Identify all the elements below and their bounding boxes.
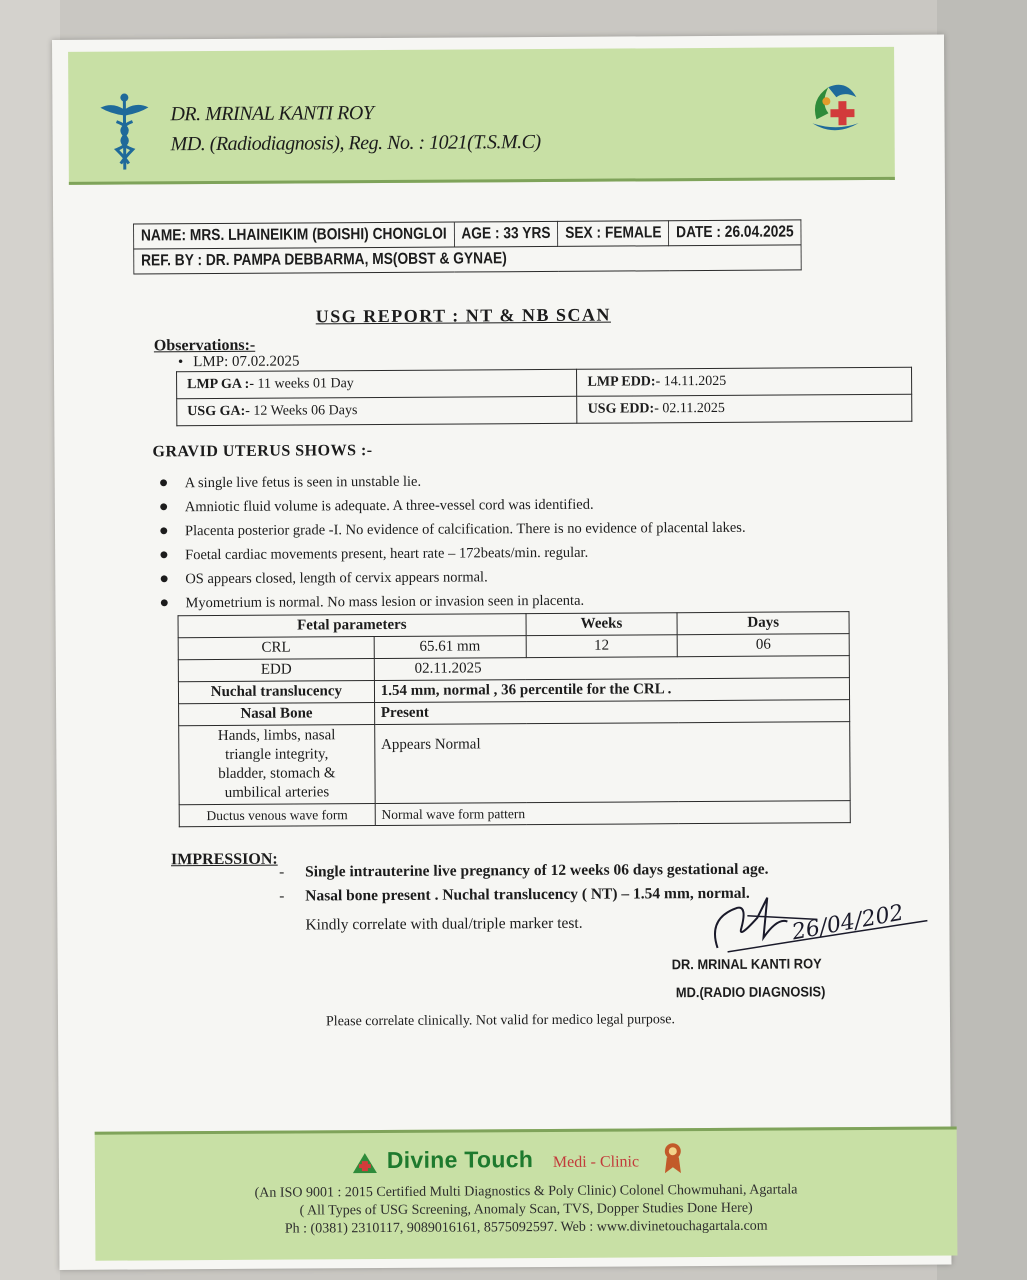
gravid-uterus-heading: GRAVID UTERUS SHOWS :- xyxy=(152,442,373,461)
list-item: ● Foetal cardiac movements present, heart rate – 172beats/min. regular. xyxy=(159,540,746,568)
nasal-bone-label: Nasal Bone xyxy=(179,703,375,726)
letterhead-footer xyxy=(95,1126,958,1260)
crl-weeks: 12 xyxy=(526,635,678,658)
findings-list xyxy=(159,468,746,616)
report-page xyxy=(52,35,951,1270)
edd-label: EDD xyxy=(178,659,374,682)
disclaimer: Please correlate clinically. Not valid for medico legal purpose. xyxy=(325,1012,676,1030)
usg-edd-value: 02.11.2025 xyxy=(662,400,725,417)
lmp-ga-value: 11 weeks 01 Day xyxy=(257,376,354,392)
lmp-value: LMP: 07.02.2025 xyxy=(193,353,300,371)
letterhead-header xyxy=(68,47,895,185)
referred-by: REF. BY : DR. PAMPA DEBBARMA, MS(OBST & GYNAE) xyxy=(134,245,801,274)
clinic-name: Divine Touch xyxy=(386,1146,534,1173)
nt-label: Nuchal translucency xyxy=(178,681,374,704)
background-right xyxy=(937,0,1027,1280)
lmp-line xyxy=(178,353,300,371)
bullet-icon: • xyxy=(177,354,184,371)
lmp-edd-label: LMP EDD:- xyxy=(587,374,661,390)
usg-ga-value: 12 Weeks 06 Days xyxy=(253,403,358,419)
bullet-icon: ● xyxy=(159,570,170,588)
footer-contact: Ph : (0381) 2310117, 9089016161, 8575092597. Web : www.divinetouchagartala.com xyxy=(284,1218,768,1237)
patient-details-table xyxy=(133,219,802,274)
bullet-icon: ● xyxy=(159,546,169,564)
report-date: DATE : 26.04.2025 xyxy=(669,220,801,246)
bullet-icon: ● xyxy=(158,498,169,516)
list-item: - Single intrauterine live pregnancy of 12 weeks 06 days gestational age. xyxy=(279,860,769,881)
crl-label: CRL xyxy=(178,637,374,660)
crl-days: 06 xyxy=(677,634,849,657)
lmp-edd-cell xyxy=(577,367,912,396)
lmp-ga-cell xyxy=(177,369,578,398)
header-weeks: Weeks xyxy=(526,613,678,636)
bullet-icon: ● xyxy=(158,522,169,540)
background-left xyxy=(0,0,60,1280)
ductus-value: Normal wave form pattern xyxy=(375,801,850,826)
gestational-age-table xyxy=(176,367,912,426)
impression-label: IMPRESSION: xyxy=(170,850,278,869)
edd-value: 02.11.2025 xyxy=(374,656,849,681)
patient-age: AGE : 33 YRS xyxy=(454,221,558,247)
list-item: ● Amniotic fluid volume is adequate. A three-vessel cord was identified. xyxy=(159,492,746,520)
patient-name: NAME: MRS. LHAINEIKIM (BOISHI) CHONGLOI xyxy=(134,222,455,249)
crl-value: 65.61 mm xyxy=(374,636,526,659)
divine-touch-logo-icon xyxy=(351,1151,379,1175)
bullet-icon: ● xyxy=(158,474,169,492)
header-days: Days xyxy=(677,612,849,635)
bullet-icon: ● xyxy=(159,594,170,612)
caduceus-icon xyxy=(98,91,150,171)
footer-address: (An ISO 9001 : 2015 Certified Multi Diagnostics & Poly Clinic) Colonel Chowmuhani, Agartala xyxy=(254,1182,798,1201)
footer-services: ( All Types of USG Screening, Anomaly Scan, TVS, Dopper Studies Done Here) xyxy=(299,1200,753,1219)
nasal-bone-value: Present xyxy=(374,700,849,725)
lmp-ga-label: LMP GA :- xyxy=(187,376,255,393)
usg-edd-cell xyxy=(577,394,912,423)
hands-limbs-label: Hands, limbs, nasal triangle integrity, bladder, stomach & umbilical arteries xyxy=(179,725,375,805)
list-item: - Nasal bone present . Nuchal translucency ( NT) – 1.54 mm, normal. xyxy=(279,884,750,905)
clinic-logo-icon xyxy=(806,79,864,141)
report-title: USG REPORT : NT & NB SCAN xyxy=(315,304,611,327)
list-item: ● Myometrium is normal. No mass lesion or invasion seen in placenta. xyxy=(159,588,746,616)
list-item: ● OS appears closed, length of cervix appears normal. xyxy=(159,564,746,592)
signatory-name: DR. MRINAL KANTI ROY xyxy=(671,955,822,973)
list-item: ● A single live fetus is seen in unstable lie. xyxy=(159,468,746,496)
patient-sex: SEX : FEMALE xyxy=(558,221,669,247)
usg-ga-label: USG GA:- xyxy=(187,403,250,420)
ductus-label: Ductus venous wave form xyxy=(179,804,375,827)
list-item: ● Placenta posterior grade -I. No evidence of calcification. There is no evidence of placental lakes. xyxy=(159,516,746,544)
doctor-name: DR. MRINAL KANTI ROY xyxy=(170,102,374,126)
nt-value: 1.54 mm, normal , 36 percentile for the CRL . xyxy=(374,678,849,703)
impression-list xyxy=(279,858,769,909)
clinic-tagline: Medi - Clinic xyxy=(552,1153,640,1171)
usg-ga-cell xyxy=(177,396,578,425)
hands-limbs-value: Appears Normal xyxy=(374,722,850,804)
doctor-qualification: MD. (Radiodiagnosis), Reg. No. : 1021(T.S.M.C) xyxy=(170,131,541,156)
signature xyxy=(697,877,937,958)
correlate-note: Kindly correlate with dual/triple marker test. xyxy=(305,914,583,934)
lmp-edd-value: 14.11.2025 xyxy=(663,373,727,390)
observations-label: Observations:- xyxy=(153,336,256,355)
certification-badge-icon xyxy=(663,1141,683,1175)
header-fetal-parameters: Fetal parameters xyxy=(178,614,526,638)
usg-edd-label: USG EDD:- xyxy=(587,401,659,417)
fetal-parameters-table xyxy=(178,611,851,827)
signatory-qualification: MD.(RADIO DIAGNOSIS) xyxy=(675,983,826,1001)
svg-text:26/04/202: 26/04/202 xyxy=(790,900,906,946)
